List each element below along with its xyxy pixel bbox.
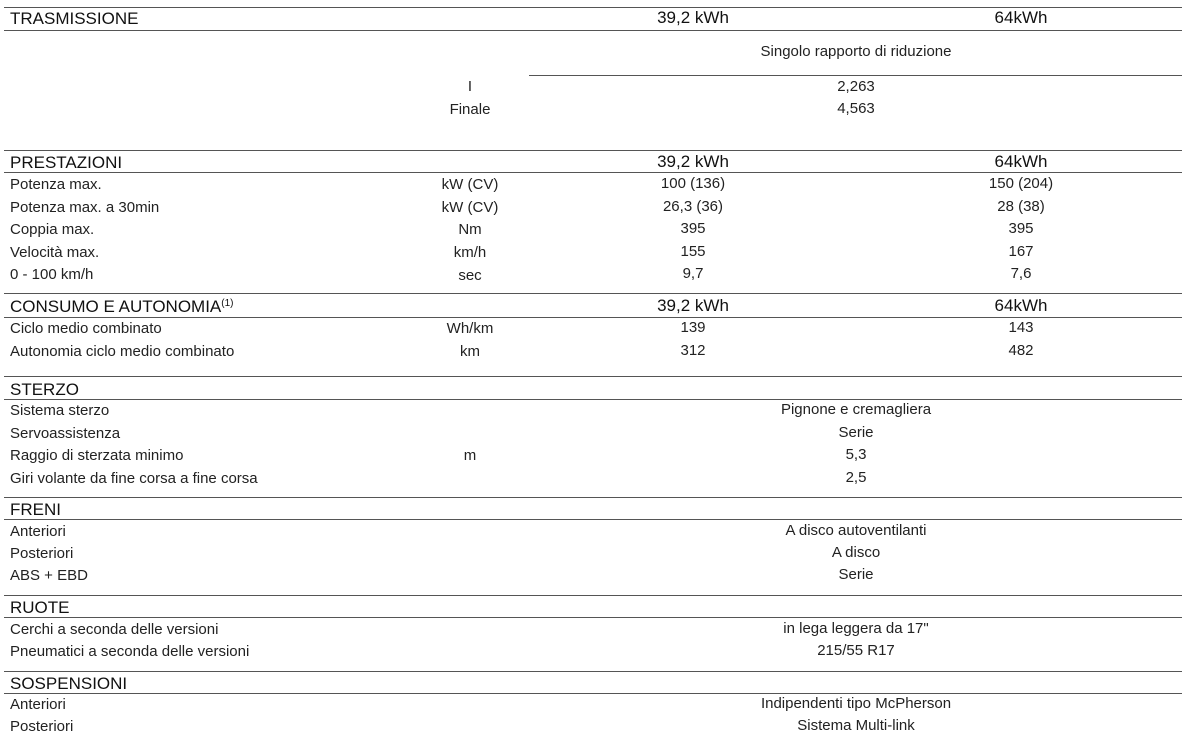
row-label: Pneumatici a seconda delle versioni bbox=[10, 643, 250, 660]
row-unit: kW (CV) bbox=[441, 199, 499, 216]
gear-ratio-value: 2,263 bbox=[837, 78, 875, 95]
row-value: 2,5 bbox=[845, 469, 867, 486]
section-divider bbox=[4, 376, 1182, 377]
row-value: Sistema Multi-link bbox=[797, 717, 915, 734]
row-label: Coppia max. bbox=[10, 221, 95, 238]
section-divider bbox=[4, 497, 1182, 498]
row-value: A disco bbox=[831, 544, 881, 561]
header-underline bbox=[4, 399, 1182, 400]
row-unit: km/h bbox=[453, 244, 487, 261]
row-label: ABS + EBD bbox=[10, 567, 88, 584]
row-value-64kwh: 143 bbox=[1008, 319, 1034, 336]
row-label: Raggio di sterzata minimo bbox=[10, 447, 184, 464]
row-value: A disco autoventilanti bbox=[785, 522, 927, 539]
row-value: in lega leggera da 17" bbox=[783, 620, 929, 637]
row-label: Anteriori bbox=[10, 523, 66, 540]
column-header-39kwh: 39,2 kWh bbox=[657, 152, 729, 171]
column-header-64kwh: 64kWh bbox=[994, 152, 1048, 171]
transmission-type: Singolo rapporto di riduzione bbox=[760, 43, 952, 60]
section-divider bbox=[4, 595, 1182, 596]
row-value: Pignone e cremagliera bbox=[780, 401, 932, 418]
row-label: Ciclo medio combinato bbox=[10, 320, 162, 337]
header-underline bbox=[4, 317, 1182, 318]
row-value-39kwh: 26,3 (36) bbox=[662, 198, 724, 215]
final-ratio-label: Finale bbox=[449, 101, 491, 118]
section-title-sterzo: STERZO bbox=[10, 380, 79, 399]
row-label: 0 - 100 km/h bbox=[10, 266, 94, 283]
section-title-trasmissione: TRASMISSIONE bbox=[10, 9, 139, 28]
row-unit: Wh/km bbox=[446, 320, 494, 337]
row-value-64kwh: 167 bbox=[1008, 243, 1034, 260]
row-value-64kwh: 395 bbox=[1008, 220, 1034, 237]
row-value: Indipendenti tipo McPherson bbox=[760, 695, 952, 712]
row-label: Sistema sterzo bbox=[10, 402, 110, 419]
section-divider bbox=[4, 671, 1182, 672]
section-title-prestazioni: PRESTAZIONI bbox=[10, 153, 123, 172]
column-header-39kwh: 39,2 kWh bbox=[657, 8, 729, 27]
section-title-sospensioni: SOSPENSIONI bbox=[10, 674, 128, 693]
section-title-ruote: RUOTE bbox=[10, 598, 70, 617]
row-unit: Nm bbox=[458, 221, 482, 238]
row-value-39kwh: 9,7 bbox=[682, 265, 704, 282]
column-header-64kwh: 64kWh bbox=[994, 296, 1048, 315]
section-title-text: CONSUMO E AUTONOMIA bbox=[10, 297, 222, 316]
header-underline bbox=[4, 617, 1182, 618]
row-value-64kwh: 28 (38) bbox=[997, 198, 1045, 215]
header-underline bbox=[4, 172, 1182, 173]
header-underline bbox=[4, 519, 1182, 520]
row-label: Cerchi a seconda delle versioni bbox=[10, 621, 219, 638]
section-divider bbox=[4, 150, 1182, 151]
row-unit: kW (CV) bbox=[441, 176, 499, 193]
gear-label: I bbox=[467, 78, 473, 95]
row-unit: m bbox=[463, 447, 477, 464]
column-header-39kwh: 39,2 kWh bbox=[657, 296, 729, 315]
row-value-64kwh: 150 (204) bbox=[988, 175, 1054, 192]
row-value: Serie bbox=[838, 424, 874, 441]
row-label: Velocità max. bbox=[10, 244, 100, 261]
row-label: Giri volante da fine corsa a fine corsa bbox=[10, 470, 258, 487]
column-header-64kwh: 64kWh bbox=[994, 8, 1048, 27]
row-value-39kwh: 155 bbox=[680, 243, 706, 260]
row-label: Posteriori bbox=[10, 545, 74, 562]
subheader-underline bbox=[529, 75, 1182, 76]
final-ratio-value: 4,563 bbox=[837, 100, 875, 117]
row-label: Potenza max. a 30min bbox=[10, 199, 160, 216]
row-label: Autonomia ciclo medio combinato bbox=[10, 343, 235, 360]
row-value-39kwh: 312 bbox=[680, 342, 706, 359]
row-label: Posteriori bbox=[10, 718, 74, 735]
header-underline bbox=[4, 693, 1182, 694]
row-value: 215/55 R17 bbox=[817, 642, 895, 659]
row-value-64kwh: 482 bbox=[1008, 342, 1034, 359]
section-divider bbox=[4, 293, 1182, 294]
row-value: 5,3 bbox=[845, 446, 867, 463]
row-label: Potenza max. bbox=[10, 176, 102, 193]
row-value-39kwh: 395 bbox=[680, 220, 706, 237]
header-underline bbox=[4, 30, 1182, 31]
row-value-64kwh: 7,6 bbox=[1010, 265, 1032, 282]
row-unit: km bbox=[460, 343, 480, 360]
row-label: Servoassistenza bbox=[10, 425, 121, 442]
row-value-39kwh: 139 bbox=[680, 319, 706, 336]
row-unit: sec bbox=[458, 267, 482, 284]
footnote-marker: (1) bbox=[221, 298, 234, 309]
section-title-consumo bbox=[10, 298, 234, 315]
row-label: Anteriori bbox=[10, 696, 66, 713]
row-value-39kwh: 100 (136) bbox=[660, 175, 726, 192]
row-value: Serie bbox=[838, 566, 874, 583]
section-title-freni: FRENI bbox=[10, 500, 61, 519]
